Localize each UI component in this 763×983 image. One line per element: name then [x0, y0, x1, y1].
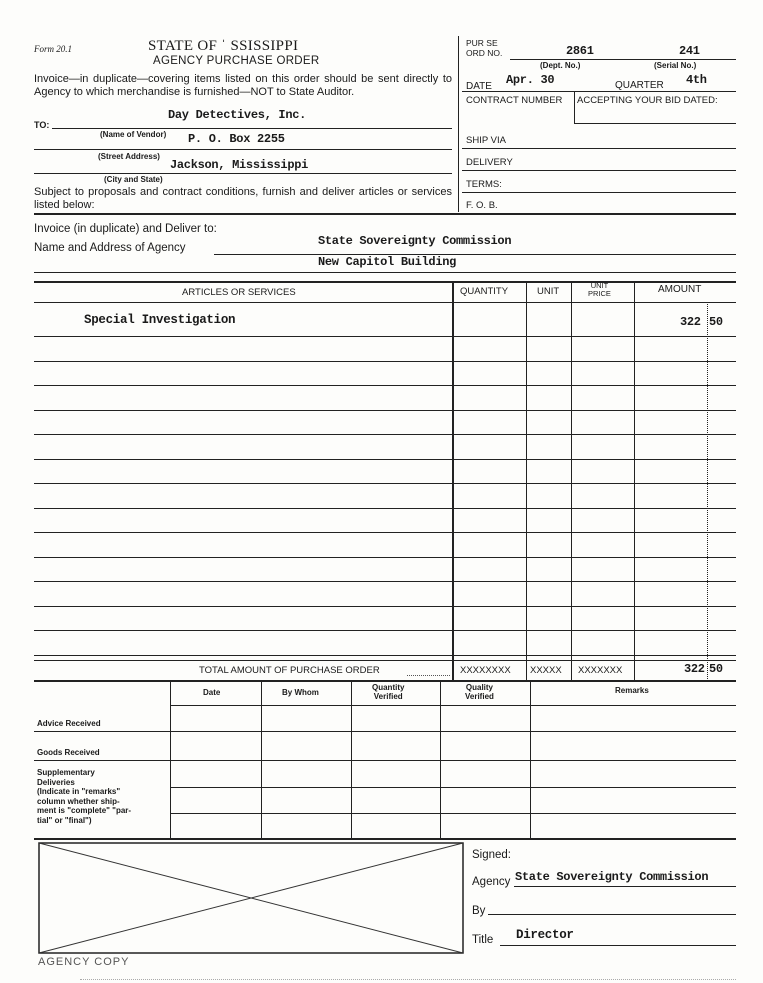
supplementary-deliveries-label: Supplementary Deliveries (Indicate in "remarks" column whether ship- ment is "complete" "par- tial" or "final") [37, 768, 132, 825]
title-value: Director [516, 928, 574, 942]
receipt-header-quantity-verified: Quantity Verified [372, 683, 405, 701]
item-row-rule [34, 434, 736, 435]
item-amount-cents: 50 [709, 315, 723, 329]
header-amount: AMOUNT [658, 284, 702, 295]
total-amount-cents: 50 [709, 662, 723, 676]
vendor-name: Day Detectives, Inc. [168, 108, 307, 122]
date-label: DATE [466, 81, 492, 92]
terms-label: TERMS: [466, 179, 502, 190]
item-row-rule [34, 606, 736, 607]
agency-address: New Capitol Building [318, 255, 457, 269]
item-row-rule [34, 459, 736, 460]
serial-label: (Serial No.) [654, 61, 697, 70]
city-label: (City and State) [104, 175, 163, 184]
by-label: By [472, 905, 486, 917]
dept-number: 2861 [566, 44, 594, 58]
agency-name: State Sovereignty Commission [318, 234, 512, 248]
quarter-value: 4th [686, 73, 707, 87]
item-row-rule [34, 655, 736, 656]
total-unit-mask: XXXXX [530, 665, 562, 676]
item-row-rule [34, 630, 736, 631]
agency-name-label: Name and Address of Agency [34, 242, 186, 254]
sig-agency-label: Agency [472, 876, 511, 888]
total-label: TOTAL AMOUNT OF PURCHASE ORDER [199, 665, 380, 676]
advice-received-label: Advice Received [37, 719, 101, 728]
total-quantity-mask: XXXXXXXX [460, 665, 511, 676]
receipt-header-date: Date [203, 688, 221, 697]
goods-received-label: Goods Received [37, 748, 100, 757]
ship-via-label: SHIP VIA [466, 135, 506, 146]
date-value: Apr. 30 [506, 73, 555, 87]
header-quantity: QUANTITY [460, 286, 509, 297]
item-row-rule [34, 557, 736, 558]
receipt-header-by-whom: By Whom [282, 688, 319, 697]
total-price-mask: XXXXXXX [578, 665, 623, 676]
form-number: Form 20.1 [34, 44, 72, 54]
header-unit-price: UNIT PRICE [588, 281, 611, 298]
bid-date-label: ACCEPTING YOUR BID DATED: [577, 95, 718, 106]
agency-copy-label: AGENCY COPY [38, 956, 130, 968]
subject-text: Subject to proposals and contract conditions, furnish and deliver articles or services listed below: [34, 186, 452, 211]
serial-number: 241 [679, 44, 700, 58]
item-row-rule [34, 361, 736, 362]
item-row-rule [34, 581, 736, 582]
item-amount-dollars: 322 [680, 315, 701, 329]
contract-number-label: CONTRACT NUMBER [466, 95, 563, 106]
vendor-label: (Name of Vendor) [100, 130, 167, 139]
state-title: STATE OF ˈ SSISSIPPI [148, 38, 299, 54]
invoice-deliver-label: Invoice (in duplicate) and Deliver to: [34, 223, 217, 235]
city-state: Jackson, Mississippi [170, 158, 309, 172]
total-amount-dollars: 322 [684, 662, 705, 676]
item-row-rule [34, 532, 736, 533]
street-label: (Street Address) [98, 152, 160, 161]
delivery-label: DELIVERY [466, 157, 513, 168]
po-label: PUR SE ORD NO. [466, 38, 503, 58]
title-label: Title [472, 934, 494, 946]
crossed-out-box [38, 842, 464, 954]
form-subtitle: AGENCY PURCHASE ORDER [153, 55, 320, 67]
item-row-rule [34, 336, 736, 337]
item-row-rule [34, 508, 736, 509]
item-article: Special Investigation [84, 313, 236, 327]
to-label: TO: [34, 120, 50, 130]
sig-agency-value: State Sovereignty Commission [515, 870, 709, 884]
item-row-rule [34, 385, 736, 386]
signed-label: Signed: [472, 849, 512, 861]
receipt-header-remarks: Remarks [615, 686, 649, 695]
fob-label: F. O. B. [466, 200, 498, 211]
dept-label: (Dept. No.) [540, 61, 581, 70]
header-unit: UNIT [537, 286, 560, 297]
item-row-rule [34, 410, 736, 411]
header-articles: ARTICLES OR SERVICES [182, 287, 296, 298]
instructions-text: Invoice—in duplicate—covering items listed on this order should be sent directly to Agency to which merchandise is furnished—NOT to State Auditor. [34, 73, 452, 98]
street-address: P. O. Box 2255 [188, 132, 285, 146]
quarter-label: QUARTER [615, 80, 664, 91]
item-row-rule [34, 483, 736, 484]
receipt-header-quality-verified: Quality Verified [465, 683, 494, 701]
